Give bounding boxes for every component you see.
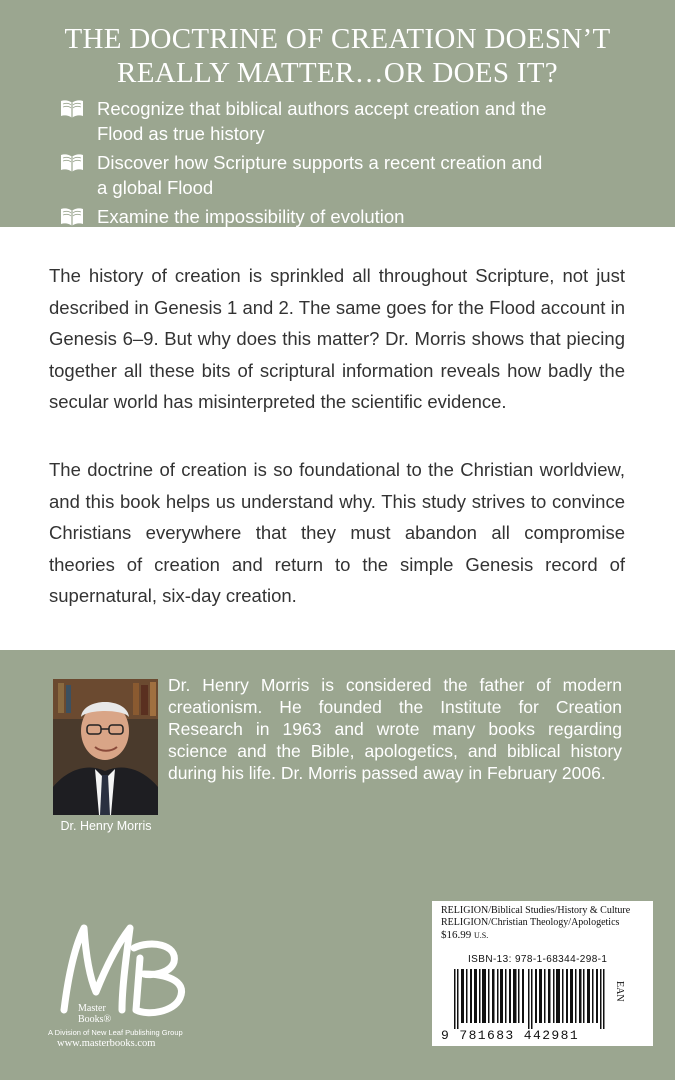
price bbox=[441, 930, 488, 941]
bullet-text-1b: Flood as true history bbox=[97, 123, 265, 144]
ean-label: EAN bbox=[614, 981, 625, 1002]
open-book-icon bbox=[60, 99, 84, 119]
bullet-item bbox=[60, 150, 650, 200]
bullet-list bbox=[60, 96, 650, 233]
barcode-digits: 9 781683 442981 bbox=[441, 1028, 580, 1043]
author-photo bbox=[53, 679, 158, 815]
author-photo-caption: Dr. Henry Morris bbox=[60, 819, 152, 833]
publisher-name-line-1: Master bbox=[78, 1003, 106, 1014]
category-2: RELIGION/Christian Theology/Apologetics bbox=[441, 917, 620, 928]
headline bbox=[0, 22, 675, 90]
open-book-icon bbox=[60, 207, 84, 227]
description-panel bbox=[0, 227, 675, 650]
bullet-item bbox=[60, 96, 650, 146]
author-bio: Dr. Henry Morris is considered the father of modern creationism. He founded the Institute for Creation Research in 1963 and wrote many books regarding science and the Bible, apologetics, and biblical history during his life. Dr. Morris passed away in February 2006. bbox=[168, 675, 622, 783]
bullet-item bbox=[60, 204, 650, 229]
bullet-text-2b: a global Flood bbox=[97, 177, 214, 198]
header-banner bbox=[0, 0, 675, 227]
author-section bbox=[0, 650, 675, 1080]
publisher-division: A Division of New Leaf Publishing Group bbox=[48, 1028, 183, 1037]
category-1: RELIGION/Biblical Studies/History & Culture bbox=[441, 905, 631, 916]
price-amount: $16.99 bbox=[441, 929, 472, 941]
open-book-icon bbox=[60, 153, 84, 173]
barcode-bars bbox=[454, 969, 614, 1029]
headline-line-2: REALLY MATTER…OR DOES IT? bbox=[117, 57, 558, 89]
publisher-name bbox=[78, 1003, 111, 1025]
bullet-text-3: Examine the impossibility of evolution bbox=[97, 206, 405, 227]
bullet-text-2a: Discover how Scripture supports a recent creation and bbox=[97, 152, 543, 173]
master-books-logo bbox=[50, 918, 200, 1028]
barcode-panel bbox=[432, 901, 653, 1046]
publisher-url: www.masterbooks.com bbox=[57, 1038, 156, 1049]
price-currency: U.S. bbox=[474, 931, 489, 940]
publisher-name-line-2: Books® bbox=[78, 1014, 112, 1025]
isbn: ISBN-13: 978-1-68344-298-1 bbox=[468, 954, 608, 965]
headline-line-1: THE DOCTRINE OF CREATION DOESN’T bbox=[64, 23, 611, 55]
description-paragraph-1: The history of creation is sprinkled all throughout Scripture, not just described in Genesis 1 and 2. The same goes for the Flood account in Genesis 6–9. But why does this matter? Dr. Morris shows that piecing together all these bits of scriptural information reveals how badly the secular world has misinterpreted the scientific evidence. bbox=[49, 265, 625, 412]
description-paragraph-2: The doctrine of creation is so foundational to the Christian worldview, and this book helps us understand why. This study strives to convince Christians everywhere that they must abandon all compromise theories of creation and return to the simple Genesis record of supernatural, six-day creation. bbox=[49, 459, 625, 606]
bullet-text-1a: Recognize that biblical authors accept creation and the bbox=[97, 98, 547, 119]
